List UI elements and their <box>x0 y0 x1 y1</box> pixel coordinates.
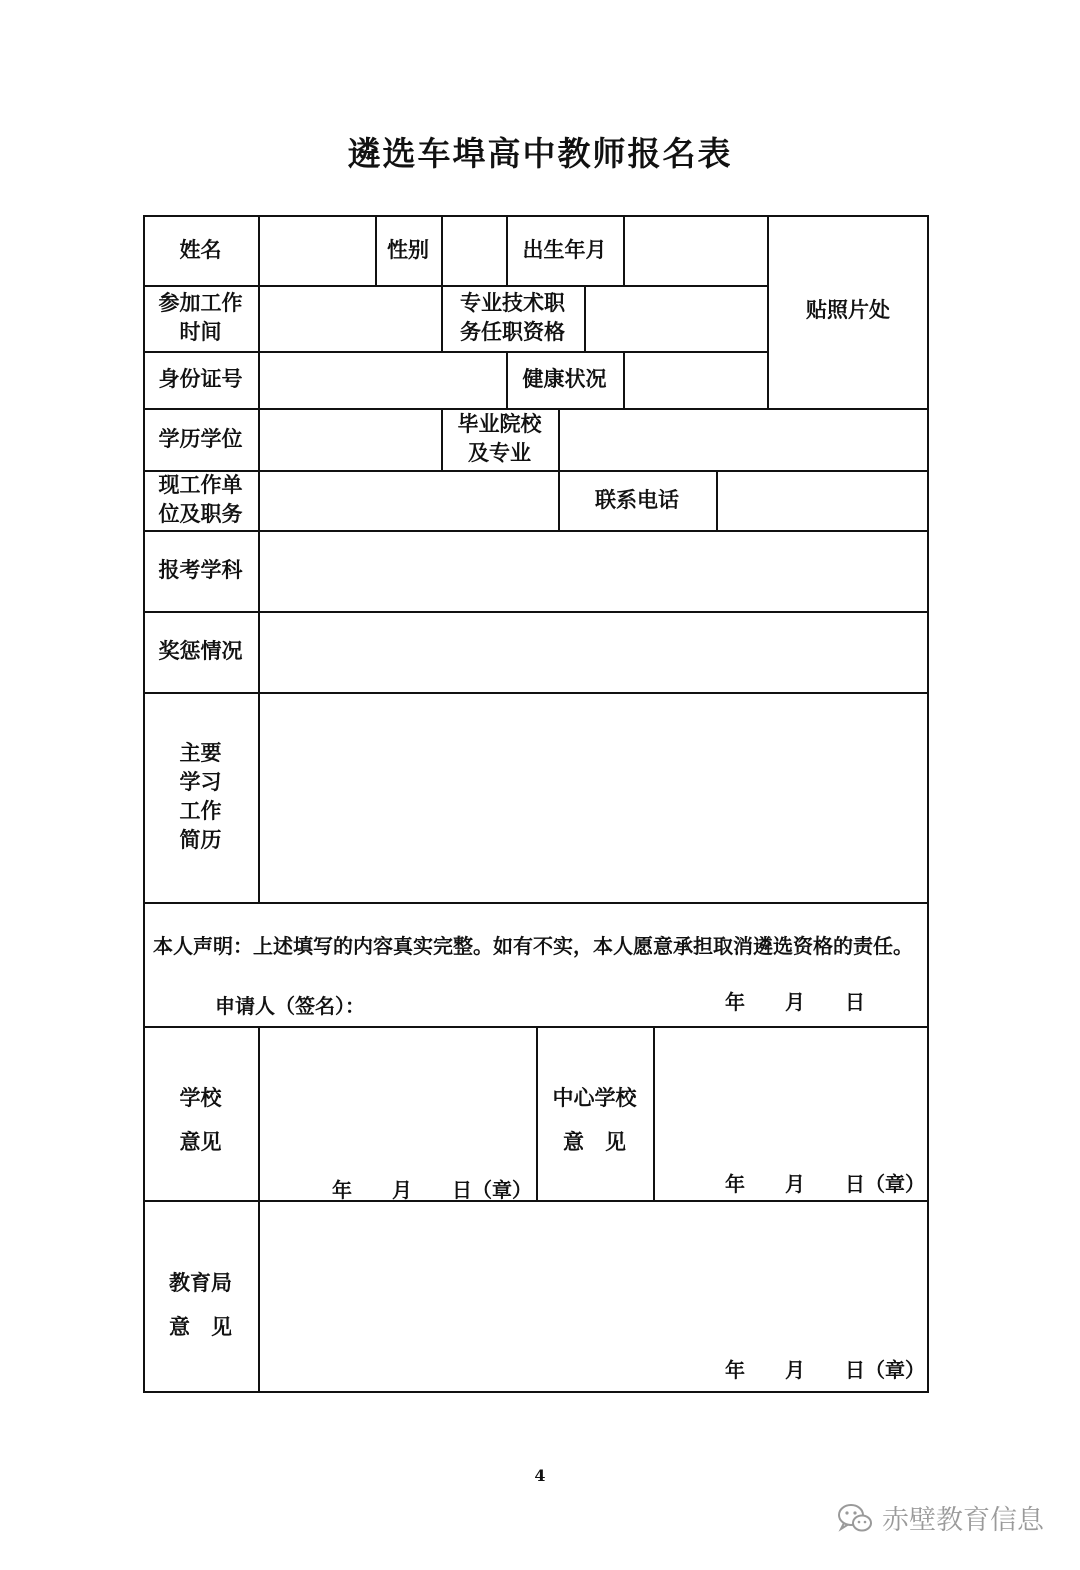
phone-label: 联系电话 <box>595 487 679 512</box>
center-school-label: 中心学校 意 见 <box>552 1086 637 1154</box>
education-label: 学历学位 <box>158 426 243 451</box>
watermark <box>836 1498 1044 1537</box>
form-title: 遴选车埠高中教师报名表 <box>347 134 733 173</box>
work-unit-label: 现工作单 位及职务 <box>158 473 243 526</box>
school-opinion-label: 学校 意见 <box>179 1086 222 1154</box>
phone-field[interactable] <box>718 472 927 528</box>
center-school-date: 年 月 日（章） <box>725 1172 925 1196</box>
title-qualification-label: 专业技术职 务任职资格 <box>460 291 565 344</box>
school-opinion-date: 年 月 日（章） <box>332 1178 532 1202</box>
health-label: 健康状况 <box>522 367 607 391</box>
wechat-icon <box>836 1502 874 1534</box>
bureau-date: 年 月 日（章） <box>725 1358 925 1382</box>
id-number-label: 身份证号 <box>158 367 243 391</box>
work-unit-field[interactable] <box>260 472 556 528</box>
school-opinion-field[interactable] <box>260 1028 534 1198</box>
graduate-school-field[interactable] <box>560 410 927 468</box>
name-field[interactable] <box>260 217 373 283</box>
gender-label: 性别 <box>387 237 429 262</box>
work-start-label: 参加工作 时间 <box>158 291 243 344</box>
declaration-text: 本人声明：上述填写的内容真实完整。如有不实，本人愿意承担取消遴选资格的责任。 <box>153 934 913 958</box>
birth-field[interactable] <box>625 217 765 283</box>
id-number-field[interactable] <box>260 353 504 406</box>
health-field[interactable] <box>625 353 765 406</box>
subject-field[interactable] <box>260 532 927 609</box>
birth-label: 出生年月 <box>522 237 607 262</box>
name-label: 姓名 <box>179 237 222 262</box>
title-qualification-field[interactable] <box>586 287 765 349</box>
work-start-field[interactable] <box>260 287 439 349</box>
applicant-date: 年 月 日 <box>725 990 865 1014</box>
row-line-8 <box>143 902 929 904</box>
resume-field[interactable] <box>260 694 927 900</box>
resume-label: 主要 学习 工作 简历 <box>179 741 222 852</box>
watermark-text: 赤壁教育信息 <box>882 1505 1044 1536</box>
photo-label-text: 贴照片处 <box>806 298 890 322</box>
graduate-school-label: 毕业院校 及专业 <box>457 412 542 465</box>
awards-label: 奖惩情况 <box>158 639 243 663</box>
bureau-opinion-label: 教育局 意 见 <box>169 1271 232 1339</box>
gender-field[interactable] <box>443 217 504 283</box>
subject-label: 报考学科 <box>158 558 243 582</box>
education-field[interactable] <box>260 410 439 468</box>
applicant-signature-label: 申请人（签名）： <box>215 994 365 1018</box>
page-number: 4 <box>534 1466 546 1485</box>
photo-area-label <box>767 215 929 408</box>
awards-field[interactable] <box>260 613 927 690</box>
